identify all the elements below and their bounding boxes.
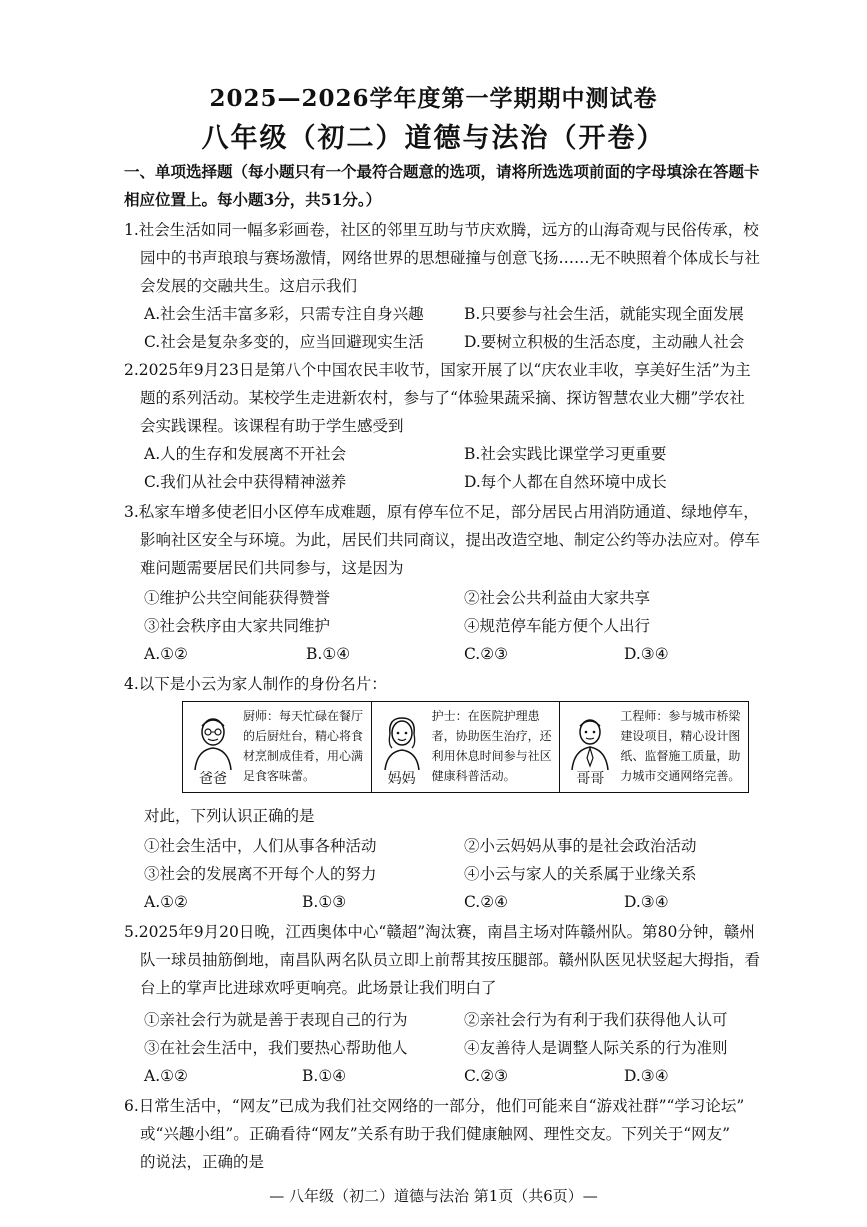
q6-stem-line3: 的说法，正确的是 (140, 1153, 265, 1171)
q3-statement-4: ④规范停车能方便个人出行 (464, 617, 651, 635)
q5-statement-3: ③在社会生活中，我们要热心帮助他人 (144, 1039, 408, 1057)
identity-card-dad (183, 702, 372, 792)
q3-stem-line1: 3.私家车增多使老旧小区停车成难题，原有停车位不足，部分居民占用消防通道、绿地停车， (124, 503, 759, 521)
q4-statement-1: ①社会生活中，人们从事各种活动 (144, 837, 377, 855)
q1-stem-line2: 园中的书声琅琅与赛场激情，网络世界的思想碰撞与创意飞扬……无不映照着个体成长与社 (140, 249, 761, 267)
q3-stem-line3: 难问题需要居民们共同参与，这是因为 (140, 559, 404, 577)
q2-option-b: B.社会实践比课堂学习更重要 (464, 445, 667, 463)
exam-subtitle: 八年级（初二）道德与法治（开卷） (201, 123, 666, 154)
q4-statement-3: ③社会的发展离不开每个人的努力 (144, 865, 377, 883)
q5-option-b: B.①④ (302, 1067, 347, 1085)
q4-option-c: C.②④ (464, 893, 509, 911)
q4-statement-2: ②小云妈妈从事的是社会政治活动 (464, 837, 697, 855)
q2-option-d: D.每个人都在自然环境中成长 (464, 473, 667, 491)
q2-stem-line3: 会实践课程。该课程有助于学生感受到 (140, 417, 404, 435)
q1-stem-line3: 会发展的交融共生。这启示我们 (140, 277, 358, 295)
q3-option-a: A.①② (144, 645, 188, 663)
identity-card-brother (560, 702, 748, 792)
q5-stem-line2: 队一球员抽筋倒地，南昌队两名队员立即上前帮其按压腿部。赣州队医见状竖起大拇指，看 (140, 951, 761, 969)
q4-statement-4: ④小云与家人的关系属于业缘关系 (464, 865, 697, 883)
q4-option-a: A.①② (144, 893, 188, 911)
card-description: 工程师：参与城市桥梁建设项目，精心设计图纸、监督施工质量，助力城市交通网络完善。 (620, 709, 741, 783)
engineer-portrait-icon (564, 706, 616, 788)
q3-option-d: D.③④ (624, 645, 669, 663)
q4-option-d: D.③④ (624, 893, 669, 911)
q4-option-b: B.①③ (302, 893, 347, 911)
q5-option-d: D.③④ (624, 1067, 669, 1085)
card-description: 厨师：每天忙碌在餐厅的后厨灶台，精心将食材烹制成佳肴，用心满足食客味蕾。 (243, 709, 364, 783)
q5-statement-1: ①亲社会行为就是善于表现自己的行为 (144, 1011, 408, 1029)
card-person-label: 哥哥 (576, 771, 605, 787)
q4-stem-line2: 对此，下列认识正确的是 (144, 807, 315, 825)
q4-stem-line1: 4.以下是小云为家人制作的身份名片： (124, 675, 387, 693)
q5-stem-line1: 5.2025年9月20日晚，江西奥体中心“赣超”淘汰赛，南昌主场对阵赣州队。第80分钟，赣州 (124, 923, 755, 941)
q6-stem-line2: 或“兴趣小组”。正确看待“网友”关系有助于我们健康触网、理性交友。下列关于“网友” (140, 1125, 731, 1143)
section-instructions-line1: 一、单项选择题（每小题只有一个最符合题意的选项，请将所选选项前面的字母填涂在答题卡 (124, 162, 760, 181)
q5-option-a: A.①② (144, 1067, 188, 1085)
q2-option-c: C.我们从社会中获得精神滋养 (144, 473, 347, 491)
card-person-label: 妈妈 (387, 771, 416, 787)
q1-option-c: C.社会是复杂多变的，应当回避现实生活 (144, 333, 424, 351)
q3-stem-line2: 影响社区安全与环境。为此，居民们共同商议，提出改造空地、制定公约等办法应对。停车 (140, 531, 761, 549)
q1-option-a: A.社会生活丰富多彩，只需专注自身兴趣 (144, 305, 424, 323)
q3-statement-2: ②社会公共利益由大家共享 (464, 589, 651, 607)
q5-statement-4: ④友善待人是调整人际关系的行为准则 (464, 1039, 728, 1057)
identity-card-mom (372, 702, 561, 792)
q2-stem-line1: 2.2025年9月23日是第八个中国农民丰收节，国家开展了以“庆农业丰收，享美好生活”为主 (124, 361, 751, 379)
exam-title: 2025—2026学年度第一学期期中测试卷 (209, 85, 658, 112)
q5-stem-line3: 台上的掌声比进球欢呼更响亮。此场景让我们明白了 (140, 979, 497, 997)
q5-statement-2: ②亲社会行为有利于我们获得他人认可 (464, 1011, 728, 1029)
q6-stem-line1: 6.日常生活中，“网友”已成为我们社交网络的一部分，他们可能来自“游戏社群”“学习论坛” (124, 1097, 745, 1115)
q5-option-c: C.②③ (464, 1067, 509, 1085)
q3-statement-1: ①维护公共空间能获得赞誉 (144, 589, 331, 607)
card-person-label: 爸爸 (199, 771, 227, 787)
section-instructions-line2: 相应位置上。每小题3分，共51分。） (124, 190, 382, 209)
nurse-portrait-icon (376, 706, 428, 788)
q1-stem-line1: 1.社会生活如同一幅多彩画卷，社区的邻里互助与节庆欢腾，远方的山海奇观与民俗传承，校 (124, 221, 759, 239)
card-description: 护士：在医院护理患者，协助医生治疗，还利用休息时间参与社区健康科普活动。 (431, 709, 552, 783)
identity-cards (182, 701, 749, 793)
chef-portrait-icon (187, 706, 239, 788)
q1-option-d: D.要树立积极的生活态度，主动融人社会 (464, 333, 745, 351)
q3-option-b: B.①④ (306, 645, 351, 663)
q2-stem-line2: 题的系列活动。某校学生走进新农村，参与了“体验果蔬采摘、探访智慧农业大棚”学农社 (140, 389, 745, 407)
q3-option-c: C.②③ (464, 645, 509, 663)
q3-statement-3: ③社会秩序由大家共同维护 (144, 617, 331, 635)
page-footer: — 八年级（初二）道德与法治 第1页（共6页）— (269, 1187, 598, 1205)
q1-option-b: B.只要参与社会生活，就能实现全面发展 (464, 305, 744, 323)
q2-option-a: A.人的生存和发展离不开社会 (144, 445, 347, 463)
